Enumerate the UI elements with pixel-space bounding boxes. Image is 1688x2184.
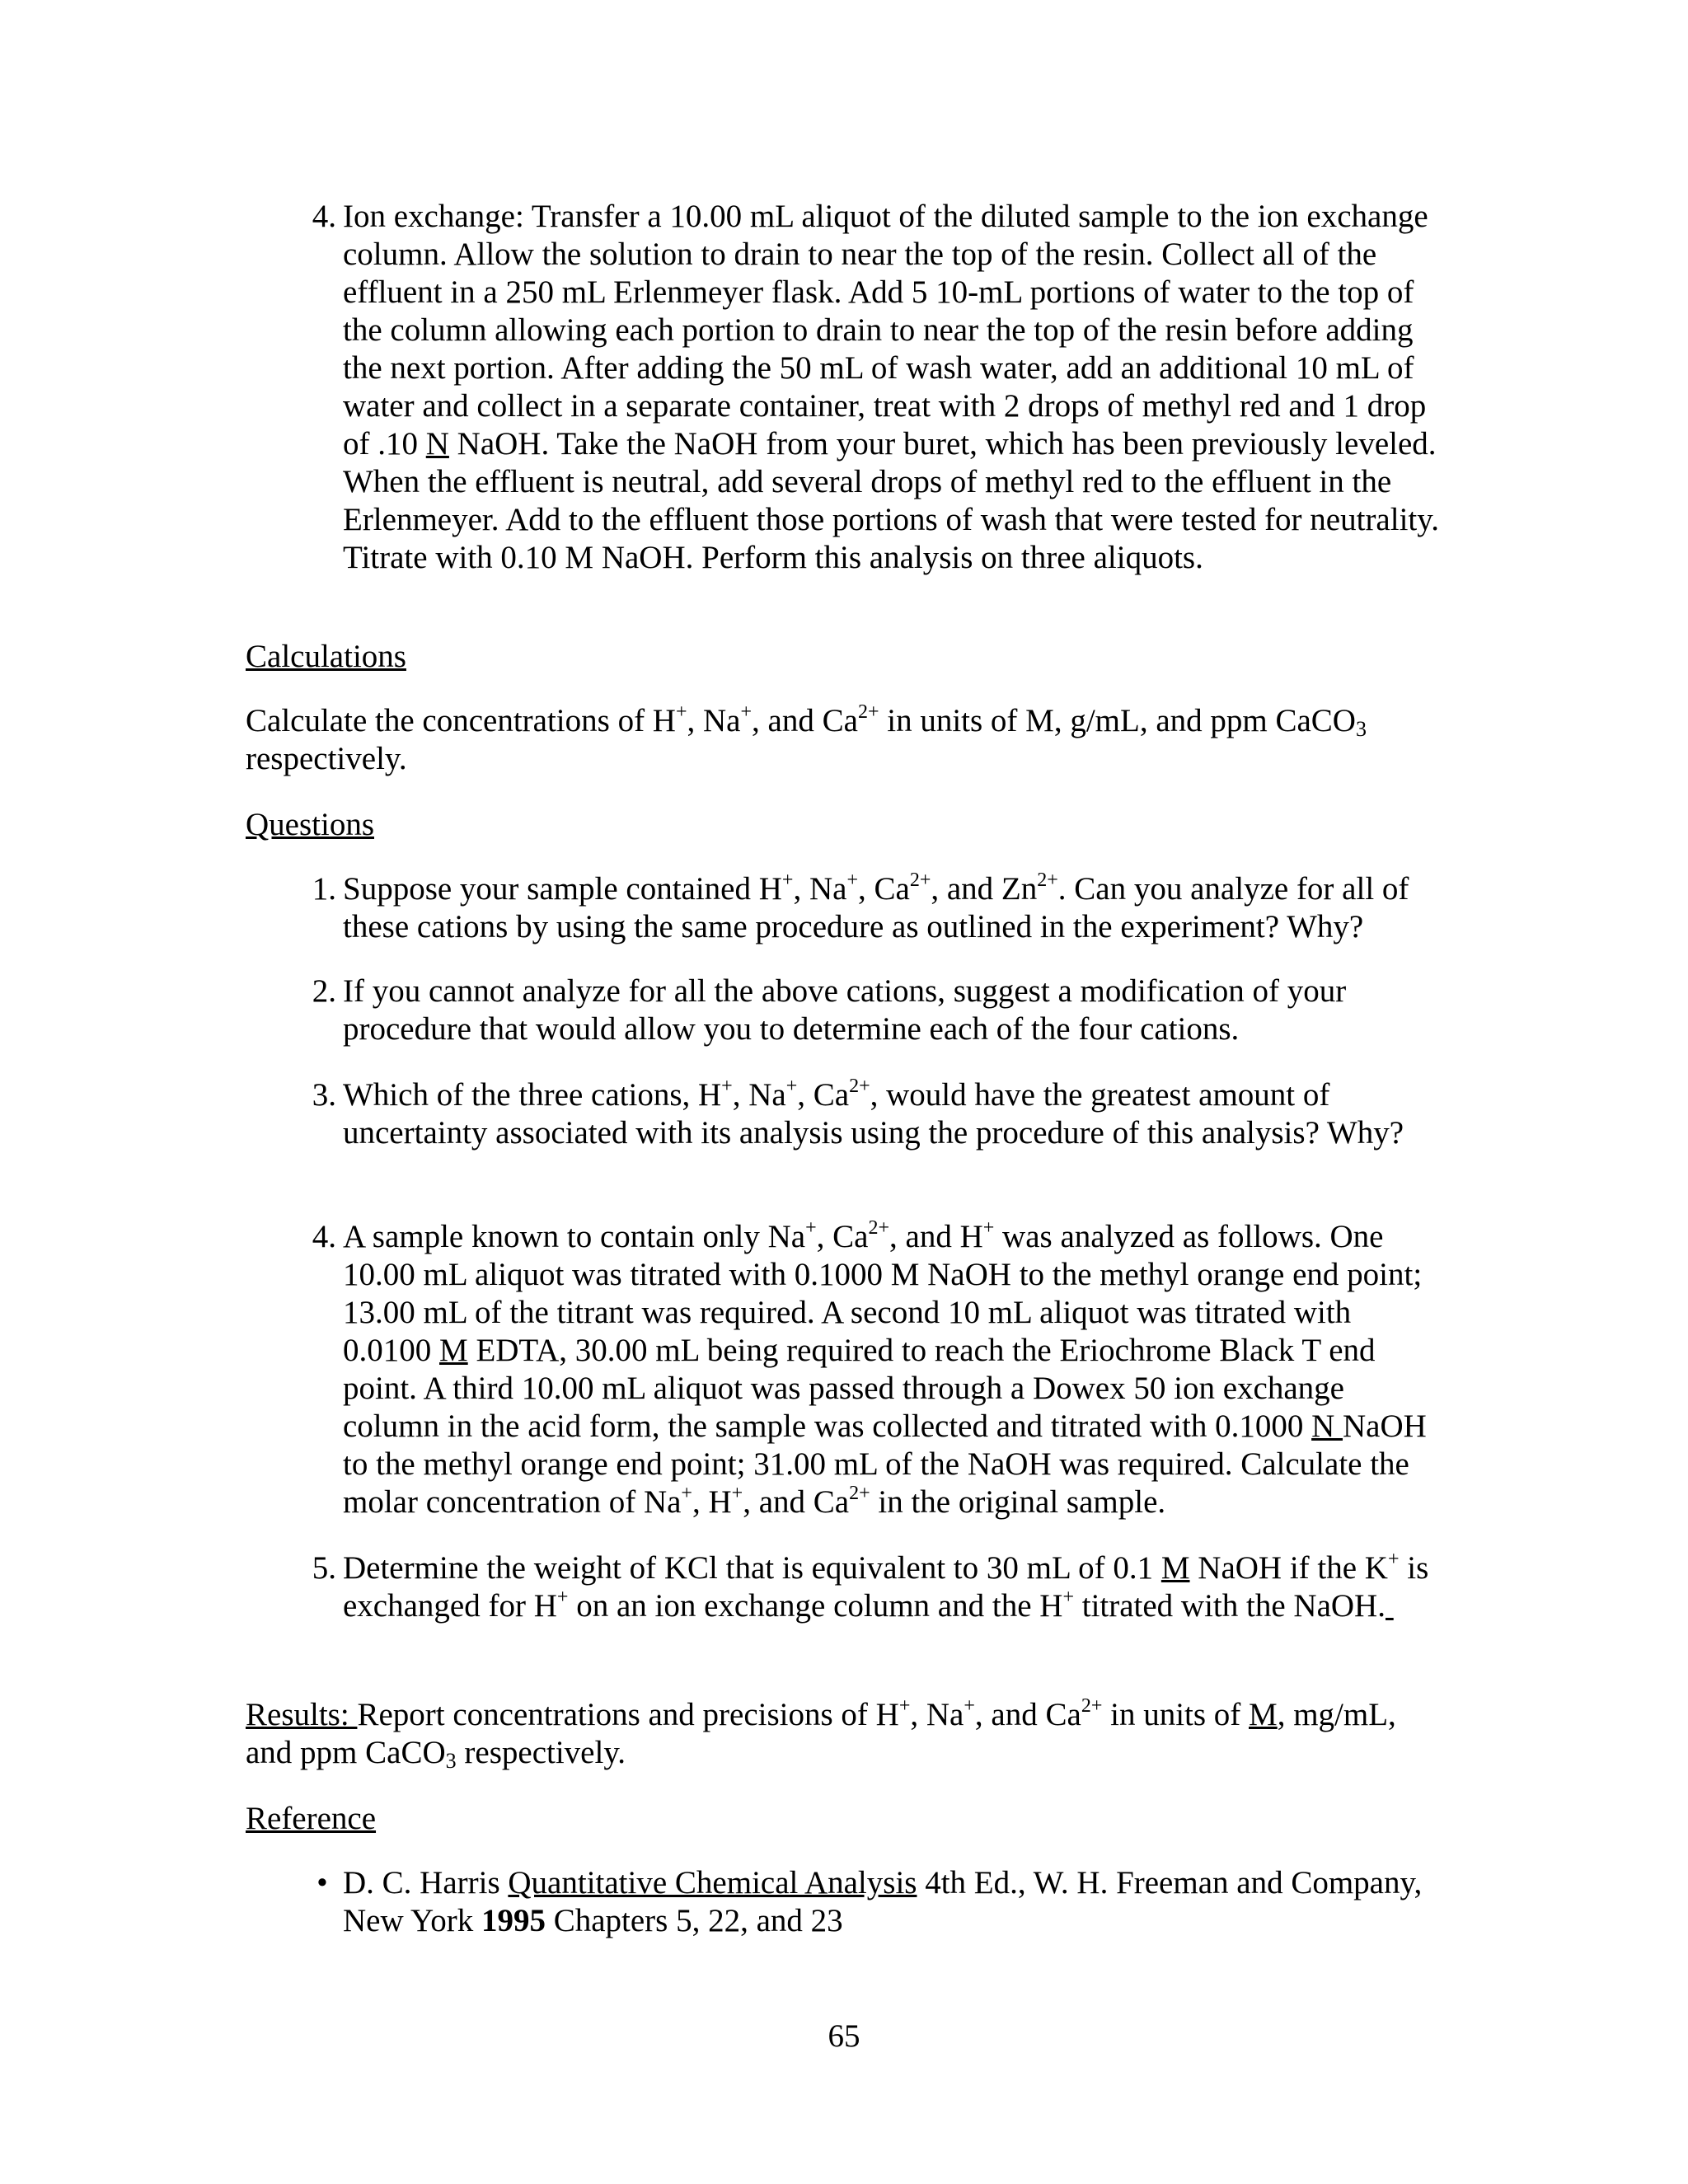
book-title: Quantitative Chemical Analysis: [508, 1865, 917, 1900]
question-number: 3.: [312, 1077, 336, 1113]
calculations-text: Calculate the concentrations of H+, Na+, and $Ca^{2+}$ in units of M, g/mL, and ppm CaCO$_3$ respectively.: [246, 701, 1367, 776]
question-number: 1.: [312, 871, 336, 907]
step-number: 4.: [312, 199, 336, 234]
question-number: 4.: [312, 1219, 336, 1254]
results-paragraph: Results: Report concentrations and precisions of H+, Na+, and $Ca^{2+}$ in units of M, mg/mL, and ppm CaCO$_3$ respectively.: [246, 1695, 1396, 1773]
questions-heading: Questions: [246, 807, 374, 842]
page-number: 65: [828, 2018, 860, 2054]
reference-text: D. C. Harris Quantitative Chemical Analysis 4th Ed., W. H. Freeman and Company, New York 1995 Chapters 5, 22, and 23: [343, 1865, 1423, 1938]
question-text: Suppose your sample contained H+, Na+, $Ca^{2+}$, and $Zn^{2+}$. Can you analyze for all of these cations by using the same procedure as outlined in the experiment? Why?: [343, 869, 1409, 944]
question-text: If you cannot analyze for all the above cations, suggest a modification of your procedure that would allow you to determine each of the four cations.: [343, 973, 1347, 1047]
reference-heading: Reference: [246, 1801, 377, 1836]
question-text: A sample known to contain only Na+, $Ca^{2+}$, and H+ was analyzed as follows. One 10.00 mL aliquot was titrated with 0.1000 M NaOH to the methyl orange end point; 13.00 mL of the titrant was required. A second 10 mL aliquot was titrated with 0.0100 M EDTA, 30.00 mL being required to reach the Eriochrome Black T end point. A third 10.00 mL aliquot was passed through a Dowex 50 ion exchange column in the acid form, the sample was collected and titrated with 0.1000 N NaOH to the methyl orange end point; 31.00 mL of the NaOH was required. Calculate the molar concentration of Na+, H+, and $Ca^{2+}$ in the original sample.: [343, 1217, 1427, 1520]
step-text: Ion exchange: Transfer a 10.00 mL aliquot of the diluted sample to the ion exchange column. Allow the solution to drain to near the top of the resin. Collect all of the effluent in a 250 mL Erlenmeyer flask. Add 5 10-mL portions of water to the top of the column allowing each portion to drain to near the top of the resin before adding the next portion. After adding the 50 mL of wash water, add an additional 10 mL of water and collect in a separate container, treat with 2 drops of methyl red and 1 drop of .10 N NaOH. Take the NaOH from your buret, which has been previously leveled. When the effluent is neutral, add several drops of methyl red to the effluent in the Erlenmeyer. Add to the effluent those portions of wash that were tested for neutrality. Titrate with 0.10 M NaOH. Perform this analysis on three aliquots.: [343, 199, 1439, 575]
question-text: Determine the weight of KCl that is equivalent to 30 mL of 0.1 M NaOH if the K+ is exchanged for H+ on an ion exchange column and the H+ titrated with the NaOH.: [343, 1549, 1429, 1624]
question-text: Which of the three cations, H+, Na+, $Ca^{2+}$, would have the greatest amount of uncertainty associated with its analysis using the procedure of this analysis? Why?: [343, 1076, 1404, 1151]
publication-year: 1995: [481, 1903, 546, 1938]
question-number: 2.: [312, 973, 336, 1009]
calculations-heading: Calculations: [246, 639, 406, 674]
question-number: 5.: [312, 1550, 336, 1586]
results-label: Results:: [246, 1697, 358, 1732]
bullet-icon: •: [316, 1865, 328, 1900]
